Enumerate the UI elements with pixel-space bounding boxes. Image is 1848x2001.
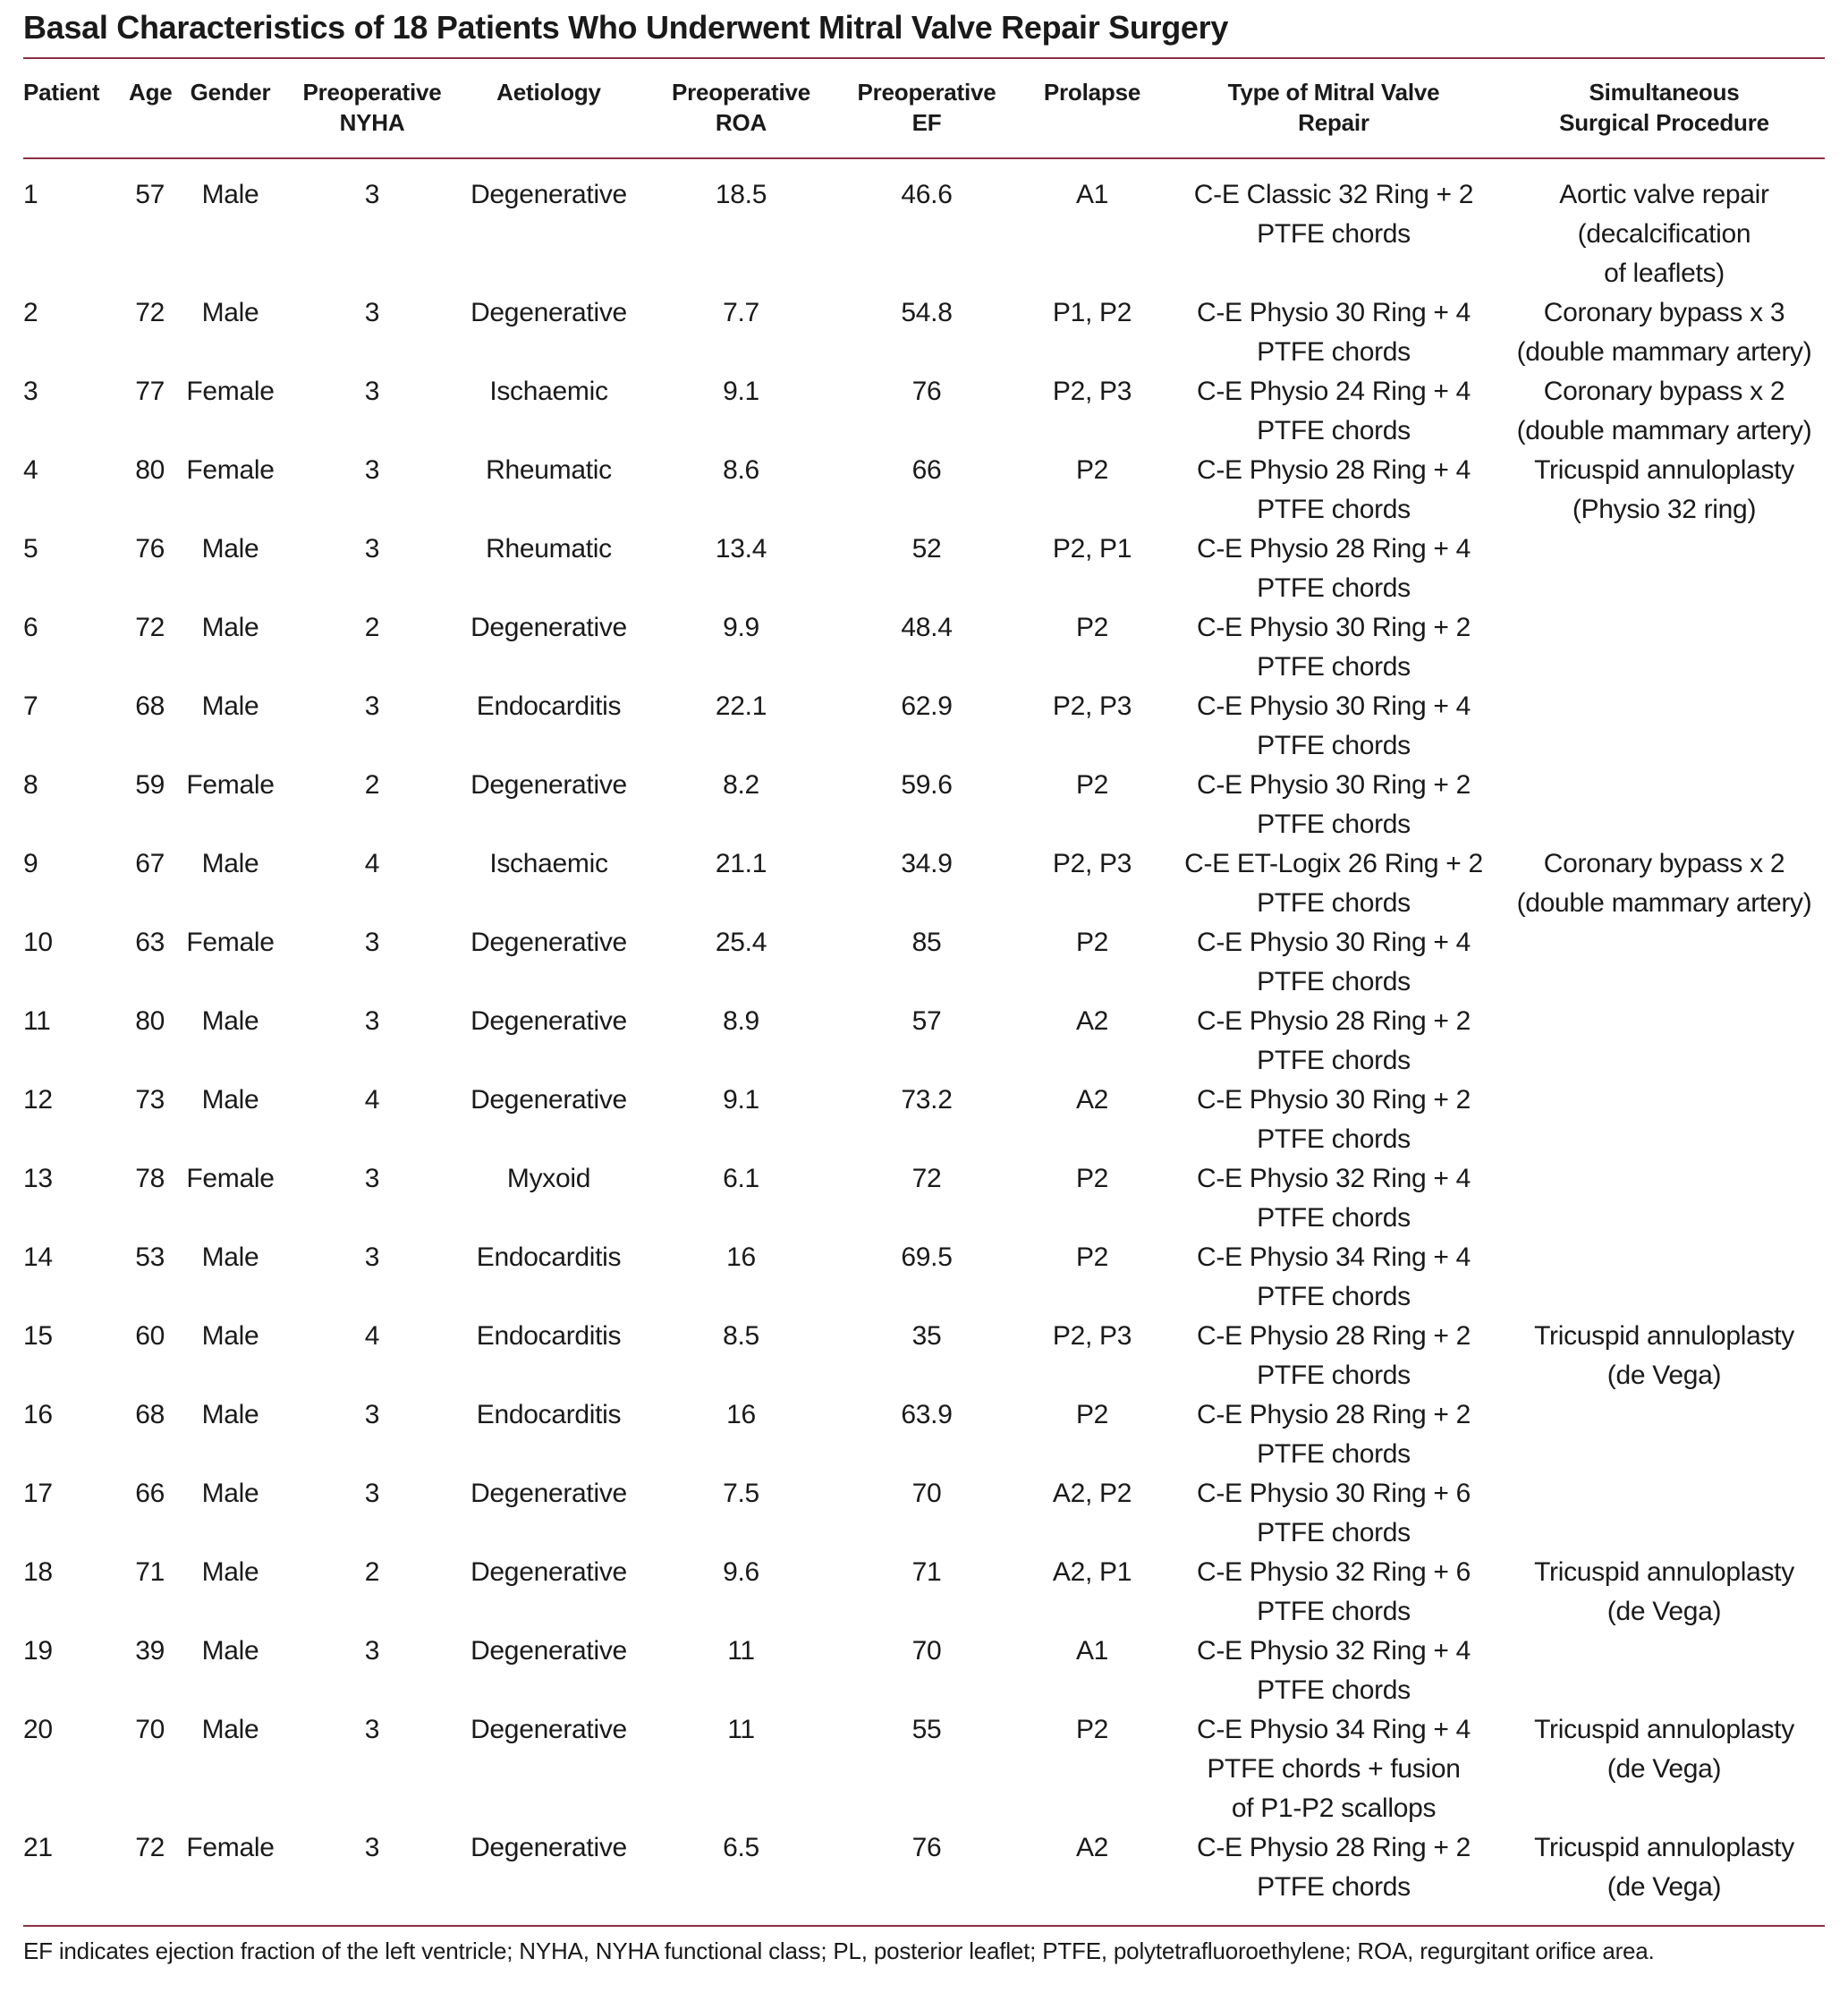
cell-ef: 59.6: [901, 770, 953, 800]
cell-gender: Male: [201, 534, 259, 564]
cell-ef: 69.5: [901, 1242, 953, 1272]
cell-gender: Male: [201, 1085, 259, 1115]
cell-nyha: 3: [364, 1006, 380, 1036]
cell-repair-type: C-E Physio 28 Ring + 2 PTFE chords: [1196, 1321, 1471, 1390]
cell-aetiology: Rheumatic: [486, 455, 612, 485]
cell-repair-type: C-E Physio 32 Ring + 6 PTFE chords: [1196, 1557, 1471, 1626]
cell-ef: 55: [911, 1715, 942, 1744]
cell-ef: 62.9: [901, 691, 953, 721]
cell-nyha: 3: [364, 1636, 380, 1666]
cell-roa: 11: [727, 1715, 755, 1744]
cell-patient: 10: [23, 928, 53, 957]
header-aetiology: Aetiology: [496, 79, 601, 106]
cell-prolapse: P2, P3: [1052, 849, 1132, 878]
table-row: [23, 608, 1825, 687]
cell-prolapse: P2, P1: [1052, 534, 1132, 564]
table-row: [23, 1238, 1825, 1317]
cell-age: 72: [135, 298, 165, 327]
cell-ef: 57: [911, 1006, 942, 1036]
cell-ef: 70: [911, 1636, 942, 1666]
cell-simultaneous-procedure: Tricuspid annuloplasty (de Vega): [1534, 1321, 1794, 1390]
table-row: [23, 1828, 1825, 1907]
cell-gender: Female: [186, 928, 275, 957]
cell-gender: Female: [186, 1164, 275, 1193]
cell-patient: 8: [23, 770, 38, 800]
cell-age: 78: [135, 1164, 165, 1193]
table-row: [23, 766, 1825, 844]
top-rule: [23, 57, 1825, 59]
cell-prolapse: P2: [1075, 1400, 1109, 1429]
cell-patient: 12: [23, 1085, 53, 1115]
cell-aetiology: Myxoid: [506, 1164, 591, 1193]
cell-aetiology: Ischaemic: [489, 377, 608, 406]
table-row: [23, 175, 1825, 293]
cell-simultaneous-procedure: Aortic valve repair (decalcification of leaflets): [1559, 180, 1769, 288]
cell-prolapse: P2: [1075, 455, 1109, 485]
header-age: Age: [129, 79, 173, 106]
cell-gender: Male: [201, 1557, 259, 1587]
cell-roa: 8.5: [723, 1321, 759, 1351]
cell-repair-type: C-E Physio 32 Ring + 4 PTFE chords: [1196, 1636, 1471, 1705]
cell-roa: 9.6: [723, 1557, 759, 1587]
cell-repair-type: C-E Physio 30 Ring + 2 PTFE chords: [1196, 770, 1471, 839]
cell-prolapse: A2: [1075, 1833, 1109, 1862]
table-row: [23, 1553, 1825, 1632]
cell-patient: 2: [23, 298, 38, 327]
cell-prolapse: P1, P2: [1052, 298, 1132, 327]
cell-prolapse: P2, P3: [1052, 691, 1132, 721]
cell-patient: 3: [23, 377, 38, 406]
table-row: [23, 451, 1825, 530]
cell-age: 73: [135, 1085, 165, 1115]
cell-gender: Female: [186, 1833, 275, 1862]
cell-repair-type: C-E Physio 28 Ring + 2 PTFE chords: [1196, 1400, 1471, 1469]
cell-simultaneous-procedure: [1504, 923, 1825, 1002]
cell-patient: 14: [23, 1242, 53, 1272]
cell-prolapse: A2, P2: [1052, 1479, 1132, 1508]
cell-roa: 7.5: [723, 1479, 759, 1508]
cell-aetiology: Degenerative: [470, 928, 627, 957]
cell-prolapse: P2: [1075, 928, 1109, 957]
cell-prolapse: A2, P1: [1052, 1557, 1132, 1587]
cell-gender: Male: [201, 691, 259, 721]
cell-roa: 13.4: [715, 534, 767, 564]
table-row: [23, 923, 1825, 1002]
cell-prolapse: P2: [1075, 770, 1109, 800]
table-row: [23, 1159, 1825, 1238]
cell-simultaneous-procedure: [1504, 1159, 1825, 1238]
cell-nyha: 4: [364, 1085, 380, 1115]
table-row: [23, 1395, 1825, 1474]
cell-ef: 52: [911, 534, 942, 564]
cell-gender: Male: [201, 1321, 259, 1351]
cell-roa: 6.1: [723, 1164, 759, 1193]
cell-simultaneous-procedure: Tricuspid annuloplasty (de Vega): [1534, 1833, 1794, 1902]
cell-ef: 35: [911, 1321, 942, 1351]
cell-age: 80: [135, 455, 165, 485]
cell-patient: 18: [23, 1557, 53, 1587]
cell-gender: Male: [201, 849, 259, 878]
cell-age: 57: [135, 180, 165, 209]
cell-prolapse: P2, P3: [1052, 377, 1132, 406]
cell-gender: Female: [186, 770, 275, 800]
cell-nyha: 3: [364, 1400, 380, 1429]
cell-gender: Male: [201, 1636, 259, 1666]
cell-patient: 17: [23, 1479, 53, 1508]
cell-patient: 4: [23, 455, 38, 485]
cell-ef: 54.8: [901, 298, 953, 327]
cell-age: 59: [135, 770, 165, 800]
cell-ef: 63.9: [901, 1400, 953, 1429]
cell-simultaneous-procedure: Coronary bypass x 3 (double mammary artery): [1516, 298, 1812, 367]
cell-gender: Male: [201, 1006, 259, 1036]
cell-simultaneous-procedure: [1504, 1395, 1825, 1474]
cell-roa: 9.1: [723, 377, 759, 406]
table-row: [23, 1081, 1825, 1159]
cell-ef: 72: [911, 1164, 942, 1193]
table-row: [23, 1002, 1825, 1081]
cell-roa: 16: [726, 1400, 756, 1429]
cell-aetiology: Degenerative: [470, 770, 627, 800]
cell-aetiology: Endocarditis: [476, 1242, 622, 1272]
cell-prolapse: P2: [1075, 1715, 1109, 1744]
cell-repair-type: C-E Physio 30 Ring + 4 PTFE chords: [1196, 691, 1471, 760]
table-row: [23, 687, 1825, 766]
cell-ef: 48.4: [901, 613, 953, 642]
cell-simultaneous-procedure: [1504, 766, 1825, 844]
table-row: [23, 1710, 1825, 1828]
cell-nyha: 2: [364, 1557, 380, 1587]
table-row: [23, 1632, 1825, 1710]
cell-age: 63: [135, 928, 165, 957]
cell-roa: 22.1: [715, 691, 767, 721]
bottom-rule: [23, 1925, 1825, 1927]
cell-prolapse: A1: [1075, 1636, 1109, 1666]
cell-nyha: 3: [364, 377, 380, 406]
cell-patient: 1: [23, 180, 38, 209]
cell-roa: 8.9: [723, 1006, 759, 1036]
cell-simultaneous-procedure: [1504, 608, 1825, 687]
cell-nyha: 3: [364, 534, 380, 564]
cell-aetiology: Degenerative: [470, 180, 627, 209]
header-preoperative-nyha: Preoperative NYHA: [302, 79, 442, 136]
header-patient: Patient: [23, 79, 100, 106]
cell-nyha: 3: [364, 1242, 380, 1272]
cell-patient: 16: [23, 1400, 53, 1429]
cell-nyha: 3: [364, 1479, 380, 1508]
cell-aetiology: Rheumatic: [486, 534, 612, 564]
table-row: [23, 372, 1825, 451]
cell-ef: 76: [911, 377, 942, 406]
cell-prolapse: A2: [1075, 1006, 1109, 1036]
cell-age: 70: [135, 1715, 165, 1744]
cell-nyha: 2: [364, 613, 380, 642]
cell-repair-type: C-E Physio 28 Ring + 4 PTFE chords: [1196, 534, 1471, 603]
cell-repair-type: C-E Physio 34 Ring + 4 PTFE chords: [1196, 1242, 1471, 1311]
cell-patient: 7: [23, 691, 38, 721]
cell-simultaneous-procedure: Tricuspid annuloplasty (Physio 32 ring): [1534, 455, 1794, 524]
header-rule: [23, 157, 1825, 159]
cell-age: 39: [135, 1636, 165, 1666]
cell-patient: 11: [23, 1006, 51, 1036]
cell-aetiology: Degenerative: [470, 1006, 627, 1036]
cell-nyha: 4: [364, 849, 380, 878]
cell-repair-type: C-E ET-Logix 26 Ring + 2 PTFE chords: [1184, 849, 1483, 918]
cell-aetiology: Degenerative: [470, 613, 627, 642]
cell-age: 53: [135, 1242, 165, 1272]
cell-roa: 16: [726, 1242, 756, 1272]
cell-simultaneous-procedure: [1504, 687, 1825, 766]
cell-repair-type: C-E Physio 30 Ring + 2 PTFE chords: [1196, 1085, 1471, 1154]
cell-gender: Female: [186, 455, 275, 485]
cell-gender: Male: [201, 1242, 259, 1272]
cell-nyha: 3: [364, 298, 380, 327]
cell-prolapse: P2, P3: [1052, 1321, 1132, 1351]
cell-simultaneous-procedure: Tricuspid annuloplasty (de Vega): [1534, 1715, 1794, 1784]
cell-prolapse: P2: [1075, 1164, 1109, 1193]
cell-age: 71: [135, 1557, 165, 1587]
cell-nyha: 4: [364, 1321, 380, 1351]
cell-gender: Male: [201, 1479, 259, 1508]
cell-repair-type: C-E Physio 32 Ring + 4 PTFE chords: [1196, 1164, 1471, 1233]
cell-age: 60: [135, 1321, 165, 1351]
cell-roa: 6.5: [723, 1833, 759, 1862]
cell-age: 72: [135, 1833, 165, 1862]
cell-repair-type: C-E Physio 30 Ring + 2 PTFE chords: [1196, 613, 1471, 682]
cell-prolapse: P2: [1075, 613, 1109, 642]
cell-nyha: 3: [364, 1164, 380, 1193]
cell-aetiology: Degenerative: [470, 1085, 627, 1115]
cell-patient: 20: [23, 1715, 53, 1744]
cell-aetiology: Degenerative: [470, 298, 627, 327]
cell-simultaneous-procedure: [1504, 530, 1825, 608]
cell-prolapse: A2: [1075, 1085, 1109, 1115]
cell-aetiology: Ischaemic: [489, 849, 608, 878]
cell-age: 77: [135, 377, 165, 406]
cell-patient: 5: [23, 534, 38, 564]
cell-repair-type: C-E Physio 30 Ring + 4 PTFE chords: [1196, 928, 1471, 996]
table-row: [23, 1317, 1825, 1395]
cell-repair-type: C-E Classic 32 Ring + 2 PTFE chords: [1193, 180, 1474, 249]
cell-simultaneous-procedure: [1504, 1632, 1825, 1710]
cell-nyha: 3: [364, 691, 380, 721]
cell-aetiology: Degenerative: [470, 1833, 627, 1862]
cell-nyha: 3: [364, 928, 380, 957]
table-row: [23, 293, 1825, 372]
table-row: [23, 530, 1825, 608]
cell-aetiology: Endocarditis: [476, 1400, 622, 1429]
cell-nyha: 3: [364, 1715, 380, 1744]
header-preoperative-ef: Preoperative EF: [857, 79, 996, 136]
cell-aetiology: Degenerative: [470, 1636, 627, 1666]
cell-patient: 19: [23, 1636, 53, 1666]
cell-nyha: 2: [364, 770, 380, 800]
cell-roa: 9.9: [723, 613, 759, 642]
cell-age: 67: [135, 849, 165, 878]
cell-ef: 46.6: [901, 180, 953, 209]
table-row: [23, 844, 1825, 923]
cell-gender: Male: [201, 1715, 259, 1744]
cell-repair-type: C-E Physio 24 Ring + 4 PTFE chords: [1196, 377, 1471, 445]
cell-patient: 13: [23, 1164, 53, 1193]
cell-repair-type: C-E Physio 28 Ring + 2 PTFE chords: [1196, 1833, 1471, 1902]
cell-roa: 18.5: [715, 180, 767, 209]
header-simultaneous-procedure: Simultaneous Surgical Procedure: [1559, 79, 1769, 136]
table-body: [23, 175, 1825, 1907]
cell-nyha: 3: [364, 1833, 380, 1862]
cell-age: 72: [135, 613, 165, 642]
cell-ef: 76: [911, 1833, 942, 1862]
cell-aetiology: Degenerative: [470, 1557, 627, 1587]
cell-patient: 21: [23, 1833, 53, 1862]
cell-roa: 11: [727, 1636, 755, 1666]
cell-aetiology: Degenerative: [470, 1715, 627, 1744]
cell-roa: 25.4: [715, 928, 767, 957]
cell-simultaneous-procedure: [1504, 1238, 1825, 1317]
cell-gender: Male: [201, 613, 259, 642]
cell-prolapse: P2: [1075, 1242, 1109, 1272]
cell-simultaneous-procedure: Coronary bypass x 2 (double mammary artery): [1516, 377, 1812, 445]
cell-aetiology: Endocarditis: [476, 1321, 622, 1351]
cell-roa: 9.1: [723, 1085, 759, 1115]
cell-ef: 70: [911, 1479, 942, 1508]
cell-nyha: 3: [364, 455, 380, 485]
cell-roa: 21.1: [715, 849, 767, 878]
cell-gender: Male: [201, 1400, 259, 1429]
table-header: [23, 77, 1825, 138]
cell-age: 68: [135, 691, 165, 721]
cell-roa: 8.6: [723, 455, 759, 485]
cell-gender: Male: [201, 180, 259, 209]
cell-roa: 8.2: [723, 770, 759, 800]
cell-nyha: 3: [364, 180, 380, 209]
cell-ef: 85: [911, 928, 942, 957]
cell-age: 80: [135, 1006, 165, 1036]
cell-aetiology: Endocarditis: [476, 691, 622, 721]
cell-repair-type: C-E Physio 28 Ring + 4 PTFE chords: [1196, 455, 1471, 524]
cell-age: 76: [135, 534, 165, 564]
cell-simultaneous-procedure: [1504, 1081, 1825, 1159]
cell-patient: 9: [23, 849, 38, 878]
cell-simultaneous-procedure: [1504, 1002, 1825, 1081]
header-gender: Gender: [190, 79, 271, 106]
table-title: Basal Characteristics of 18 Patients Who Underwent Mitral Valve Repair Surgery: [23, 9, 1229, 46]
cell-simultaneous-procedure: [1504, 1474, 1825, 1553]
cell-repair-type: C-E Physio 28 Ring + 2 PTFE chords: [1196, 1006, 1471, 1075]
cell-gender: Female: [186, 377, 275, 406]
cell-repair-type: C-E Physio 30 Ring + 4 PTFE chords: [1196, 298, 1471, 367]
cell-prolapse: A1: [1075, 180, 1109, 209]
cell-aetiology: Degenerative: [470, 1479, 627, 1508]
cell-ef: 71: [911, 1557, 942, 1587]
cell-roa: 7.7: [723, 298, 759, 327]
table-footnote: EF indicates ejection fraction of the left ventricle; NYHA, NYHA functional class; PL, posterior leaflet; PTFE, polytetrafluoroethylene; ROA, regurgitant orifice area.: [23, 1937, 1655, 1964]
cell-patient: 6: [23, 613, 38, 642]
cell-age: 68: [135, 1400, 165, 1429]
table-row: [23, 1474, 1825, 1553]
cell-simultaneous-procedure: Coronary bypass x 2 (double mammary artery): [1516, 849, 1812, 918]
cell-ef: 66: [911, 455, 942, 485]
cell-patient: 15: [23, 1321, 53, 1351]
cell-gender: Male: [201, 298, 259, 327]
header-prolapse: Prolapse: [1043, 79, 1141, 106]
cell-repair-type: C-E Physio 30 Ring + 6 PTFE chords: [1196, 1479, 1471, 1547]
cell-ef: 34.9: [901, 849, 953, 878]
cell-age: 66: [135, 1479, 165, 1508]
header-preoperative-roa: Preoperative ROA: [671, 79, 811, 136]
cell-repair-type: C-E Physio 34 Ring + 4 PTFE chords + fusion of P1-P2 scallops: [1196, 1715, 1471, 1823]
header-repair-type: Type of Mitral Valve Repair: [1227, 79, 1440, 136]
cell-ef: 73.2: [901, 1085, 953, 1115]
cell-simultaneous-procedure: Tricuspid annuloplasty (de Vega): [1534, 1557, 1794, 1626]
